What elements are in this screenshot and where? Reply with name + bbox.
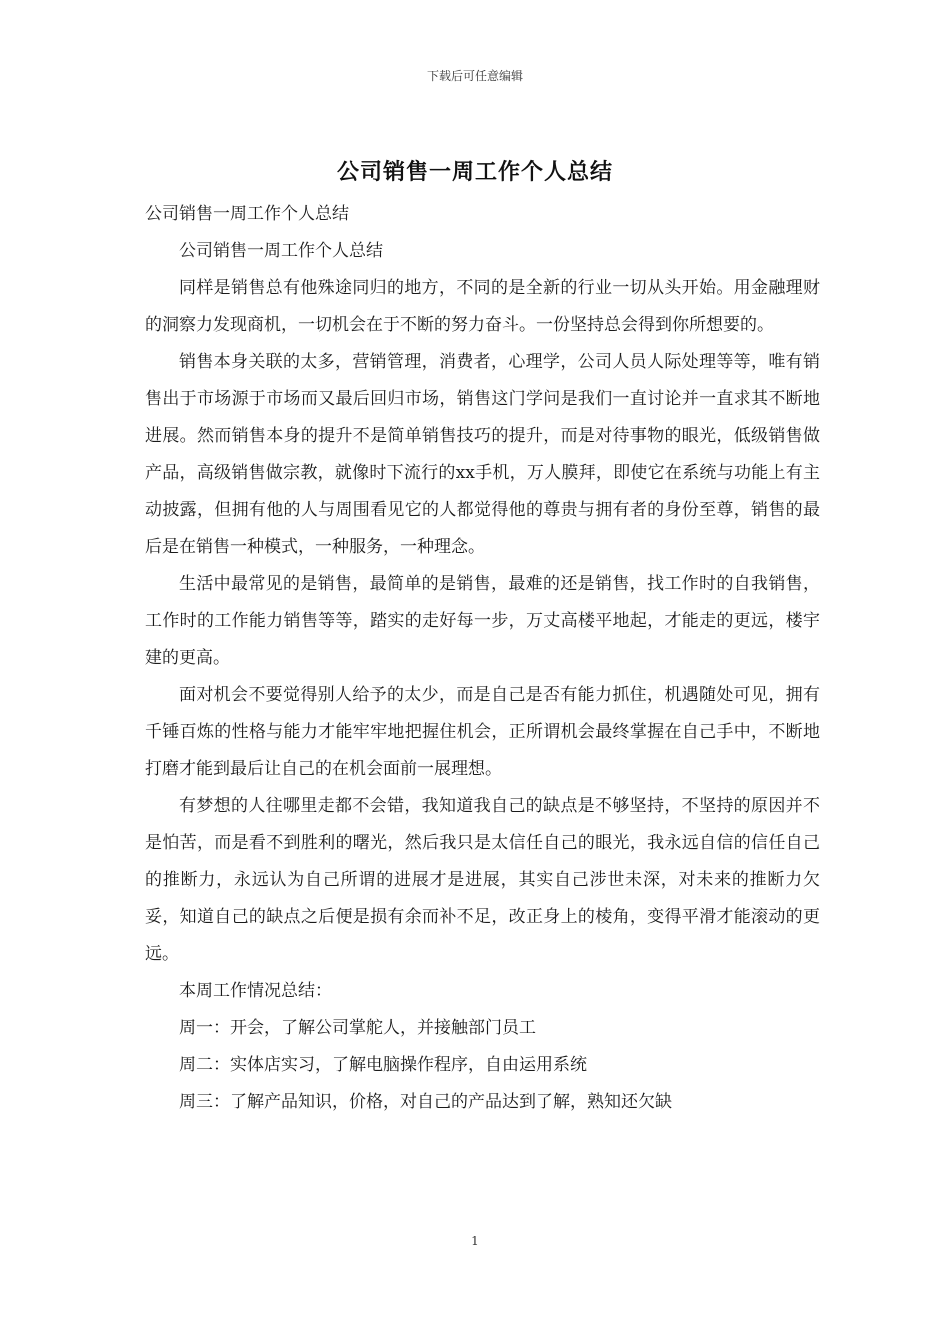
list-item-tuesday: 周二：实体店实习，了解电脑操作程序，自由运用系统 bbox=[179, 1055, 587, 1075]
page-number: 1 bbox=[471, 1234, 479, 1248]
paragraph: 生活中最常见的是销售，最简单的是销售，最难的还是销售，找工作时的自我销售，工作时的工作能力销售等等，踏实的走好每一步，万丈高楼平地起，才能走的更远，楼宇建的更高。 bbox=[145, 574, 820, 668]
list-item-wednesday: 周三：了解产品知识，价格，对自己的产品达到了解，熟知还欠缺 bbox=[179, 1092, 672, 1112]
paragraph: 同样是销售总有他殊途同归的地方，不同的是全新的行业一切从头开始。用金融理财的洞察力发现商机，一切机会在于不断的努力奋斗。一份坚持总会得到你所想要的。 bbox=[145, 278, 820, 335]
document-body bbox=[145, 196, 820, 1121]
paragraph: 销售本身关联的太多，营销管理，消费者，心理学，公司人员人际处理等等，唯有销售出于市场源于市场而又最后回归市场，销售这门学问是我们一直讨论并一直求其不断地进展。然而销售本身的提升不是简单销售技巧的提升，而是对待事物的眼光，低级销售做产品，高级销售做宗教，就像时下流行的xx手机，万人膜拜，即使它在系统与功能上有主动披露，但拥有他的人与周围看见它的人都觉得他的尊贵与拥有者的身份至尊，销售的最后是在销售一种模式，一种服务，一种理念。 bbox=[145, 352, 820, 557]
document-subtitle: 公司销售一周工作个人总结 bbox=[145, 204, 349, 224]
paragraph: 公司销售一周工作个人总结 bbox=[179, 241, 383, 261]
header-note: 下载后可任意编辑 bbox=[426, 69, 523, 83]
paragraph: 有梦想的人往哪里走都不会错，我知道我自己的缺点是不够坚持，不坚持的原因并不是怕苦，而是看不到胜利的曙光，然后我只是太信任自己的眼光，我永远自信的信任自己的推断力，永远认为自己所谓的进展才是进展，其实自己涉世未深，对未来的推断力欠妥，知道自己的缺点之后便是损有余而补不足，改正身上的棱角，变得平滑才能滚动的更远。 bbox=[145, 796, 820, 964]
summary-heading: 本周工作情况总结： bbox=[179, 981, 332, 1001]
document-title: 公司销售一周工作个人总结 bbox=[336, 159, 613, 185]
paragraph: 面对机会不要觉得别人给予的太少，而是自己是否有能力抓住，机遇随处可见，拥有千锤百炼的性格与能力才能牢牢地把握住机会，正所谓机会最终掌握在自己手中，不断地打磨才能到最后让自己的在机会面前一展理想。 bbox=[145, 685, 820, 779]
list-item-monday: 周一：开会，了解公司掌舵人，并接触部门员工 bbox=[179, 1018, 536, 1038]
